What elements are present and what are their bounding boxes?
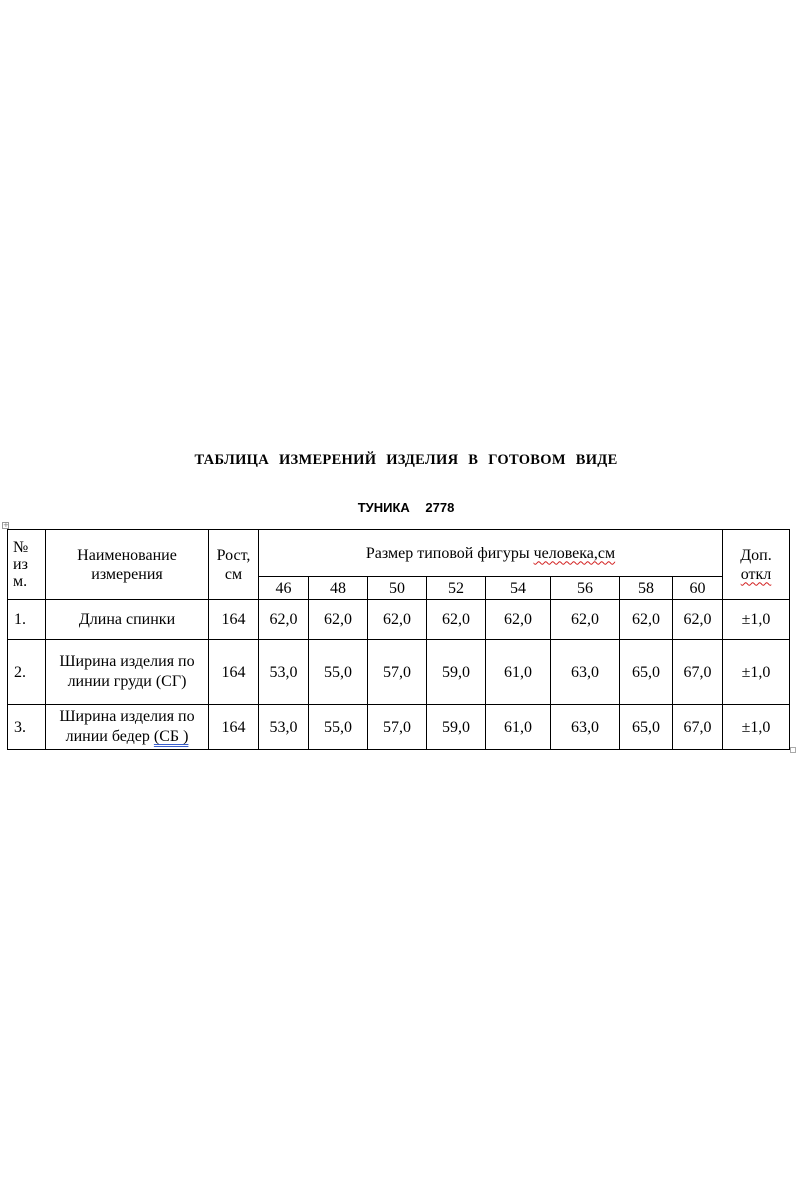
row-value-cell: 62,0 [427, 600, 486, 640]
row-value-cell: 61,0 [486, 640, 551, 705]
row-value-cell: 57,0 [368, 705, 427, 750]
row-value-cell: 62,0 [486, 600, 551, 640]
row-value-cell: 67,0 [673, 705, 723, 750]
header-tolerance-line2: откл [740, 565, 772, 583]
row-name-cell [46, 640, 209, 705]
row-name-line2-underlined: (СБ ) [153, 728, 189, 745]
row-value-cell: 57,0 [368, 640, 427, 705]
row-name-cell [46, 705, 209, 750]
row-value-cell: 53,0 [259, 640, 309, 705]
size-header-cell: 54 [486, 577, 551, 600]
row-value-cell: 62,0 [259, 600, 309, 640]
header-cell-number [8, 530, 46, 600]
row-name-line2: линии бедер [65, 728, 154, 745]
size-header-cell: 48 [309, 577, 368, 600]
row-name-line1: Ширина изделия по [59, 653, 195, 670]
row-value-cell: 59,0 [427, 705, 486, 750]
table-row [8, 705, 790, 750]
row-value-cell: 53,0 [259, 705, 309, 750]
row-name-cell [46, 600, 209, 640]
row-tolerance-cell: ±1,0 [723, 705, 790, 750]
row-value-cell: 62,0 [309, 600, 368, 640]
row-value-cell: 63,0 [551, 640, 620, 705]
document-title: ТАБЛИЦА ИЗМЕРЕНИЙ ИЗДЕЛИЯ В ГОТОВОМ ВИДЕ [194, 452, 618, 468]
table-move-handle-icon[interactable]: + [3, 521, 9, 529]
row-value-cell: 65,0 [620, 640, 673, 705]
size-header-cell: 52 [427, 577, 486, 600]
header-name-line1: Наименование [77, 546, 177, 564]
header-size-prefix: Размер типовой фигуры [365, 544, 534, 562]
size-header-cell: 46 [259, 577, 309, 600]
document-subtitle: ТУНИКА 2778 [357, 500, 455, 515]
header-name-line2: измерения [91, 565, 163, 583]
row-value-cell: 62,0 [673, 600, 723, 640]
row-name-line1: Ширина изделия по [59, 708, 195, 725]
size-header-cell: 60 [673, 577, 723, 600]
header-size-underlined: человека,см [533, 544, 616, 562]
row-value-cell: 55,0 [309, 705, 368, 750]
row-number-cell: 1. [8, 600, 46, 640]
size-header-cell: 58 [620, 577, 673, 600]
size-header-cell: 56 [551, 577, 620, 600]
row-value-cell: 63,0 [551, 705, 620, 750]
row-value-cell: 59,0 [427, 640, 486, 705]
header-cell-name [46, 530, 209, 600]
row-value-cell: 62,0 [620, 600, 673, 640]
row-value-cell: 62,0 [368, 600, 427, 640]
table-row [8, 600, 790, 640]
table-resize-handle-icon[interactable] [790, 747, 796, 753]
row-height-cell: 164 [209, 600, 259, 640]
header-height-line2: см [224, 565, 243, 583]
row-name-line1: Длина спинки [78, 610, 176, 628]
header-tolerance-line1: Доп. [740, 546, 772, 564]
row-value-cell: 65,0 [620, 705, 673, 750]
row-height-cell: 164 [209, 640, 259, 705]
row-tolerance-cell: ±1,0 [723, 640, 790, 705]
header-cell-height [209, 530, 259, 600]
row-tolerance-cell: ±1,0 [723, 600, 790, 640]
header-row-top [8, 530, 790, 577]
row-value-cell: 62,0 [551, 600, 620, 640]
header-number-line1: № [13, 539, 29, 556]
header-cell-tolerance [723, 530, 790, 600]
row-number-cell: 2. [8, 640, 46, 705]
row-value-cell: 67,0 [673, 640, 723, 705]
row-height-cell: 164 [209, 705, 259, 750]
row-value-cell: 61,0 [486, 705, 551, 750]
row-name-line2: линии груди (СГ) [67, 673, 187, 690]
header-cell-size-group [259, 530, 723, 577]
table-row [8, 640, 790, 705]
header-number-line3: м. [13, 573, 28, 590]
measurement-table [7, 529, 790, 750]
row-number-cell: 3. [8, 705, 46, 750]
header-height-line1: Рост, [216, 546, 251, 564]
size-header-cell: 50 [368, 577, 427, 600]
row-value-cell: 55,0 [309, 640, 368, 705]
header-number-line2: из [13, 556, 28, 573]
